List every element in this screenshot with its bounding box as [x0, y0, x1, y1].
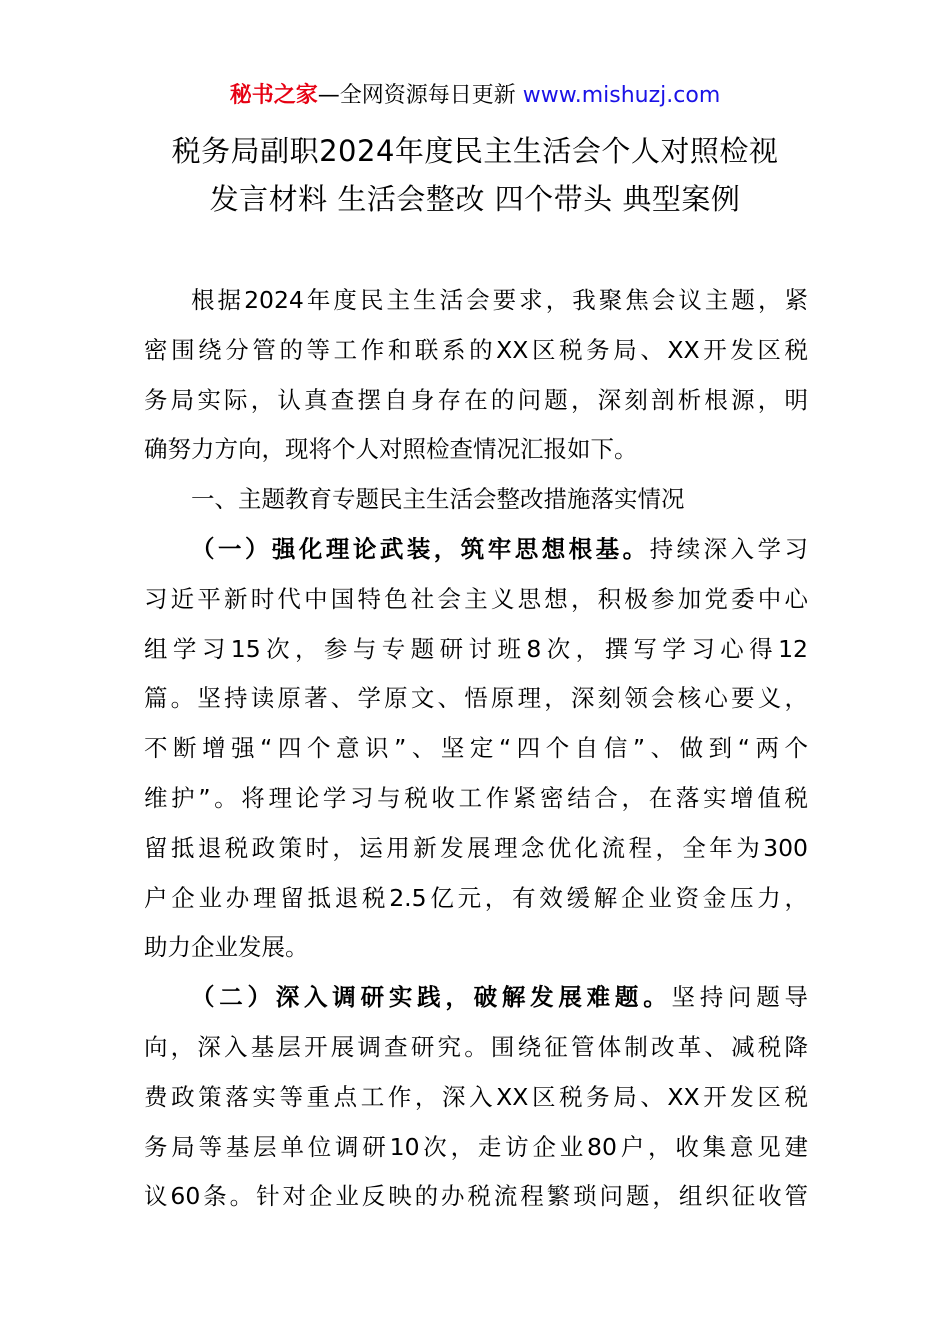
item1-line: 留抵退税政策时，运用新发展理念优化流程，全年为300 — [144, 833, 808, 862]
item1-line: 组学习15次，参与专题研讨班8次，撰写学习心得12 — [144, 634, 808, 663]
item1-first-rest: 持续深入学习 — [649, 534, 809, 563]
item2-lead: （二）深入调研实践，破解发展难题。 — [191, 983, 672, 1012]
item2-first-line — [144, 973, 808, 1023]
intro-line: 根据2024年度民主生活会要求，我聚焦会议主题，紧 — [191, 286, 808, 314]
site-name: 秘书之家 — [229, 83, 318, 108]
intro-line: 务局实际，认真查摆自身存在的问题，深刻剖析根源，明 — [144, 385, 808, 414]
item2-first-rest: 坚持问题导 — [671, 983, 809, 1012]
item1-line: 习近平新时代中国特色社会主义思想，积极参加党委中心 — [144, 584, 808, 613]
item1-lead: （一）强化理论武装，筑牢思想根基。 — [191, 534, 650, 563]
item2-line: 议60条。针对企业反映的办税流程繁琐问题，组织征收管 — [144, 1182, 808, 1211]
item2-line: 向，深入基层开展调查研究。围绕征管体制改革、减税降 — [144, 1032, 808, 1061]
intro-line: 密围绕分管的等工作和联系的XX区税务局、XX开发区税 — [144, 335, 808, 364]
item1-line: 户企业办理留抵退税2.5亿元，有效缓解企业资金压力， — [144, 883, 808, 912]
intro-line: 确努力方向，现将个人对照检查情况汇报如下。 — [144, 435, 638, 464]
item2-line: 费政策落实等重点工作，深入XX区税务局、XX开发区税 — [144, 1082, 808, 1111]
site-url-link[interactable]: www.mishuzj.com — [522, 83, 721, 108]
item1-line: 篇。坚持读原著、学原文、悟原理，深刻领会核心要义， — [144, 684, 808, 713]
section-heading: 一、主题教育专题民主生活会整改措施落实情况 — [191, 485, 685, 514]
document-body — [144, 276, 808, 1222]
item1-first-line — [144, 525, 808, 575]
title-line-1: 税务局副职2024年度民主生活会个人对照检视 — [171, 134, 779, 168]
item1-line: 维护”。将理论学习与税收工作紧密结合，在落实增值税 — [144, 783, 808, 812]
site-header — [0, 80, 950, 112]
site-tagline: —全网资源每日更新 — [317, 83, 516, 108]
item1-line: 助力企业发展。 — [144, 933, 309, 962]
document-title — [100, 127, 850, 223]
item1-line: 不断增强“四个意识”、坚定“四个自信”、做到“两个 — [144, 734, 808, 763]
title-line-2: 发言材料 生活会整改 四个带头 典型案例 — [209, 182, 741, 216]
item2-line: 务局等基层单位调研10次，走访企业80户，收集意见建 — [144, 1132, 808, 1161]
